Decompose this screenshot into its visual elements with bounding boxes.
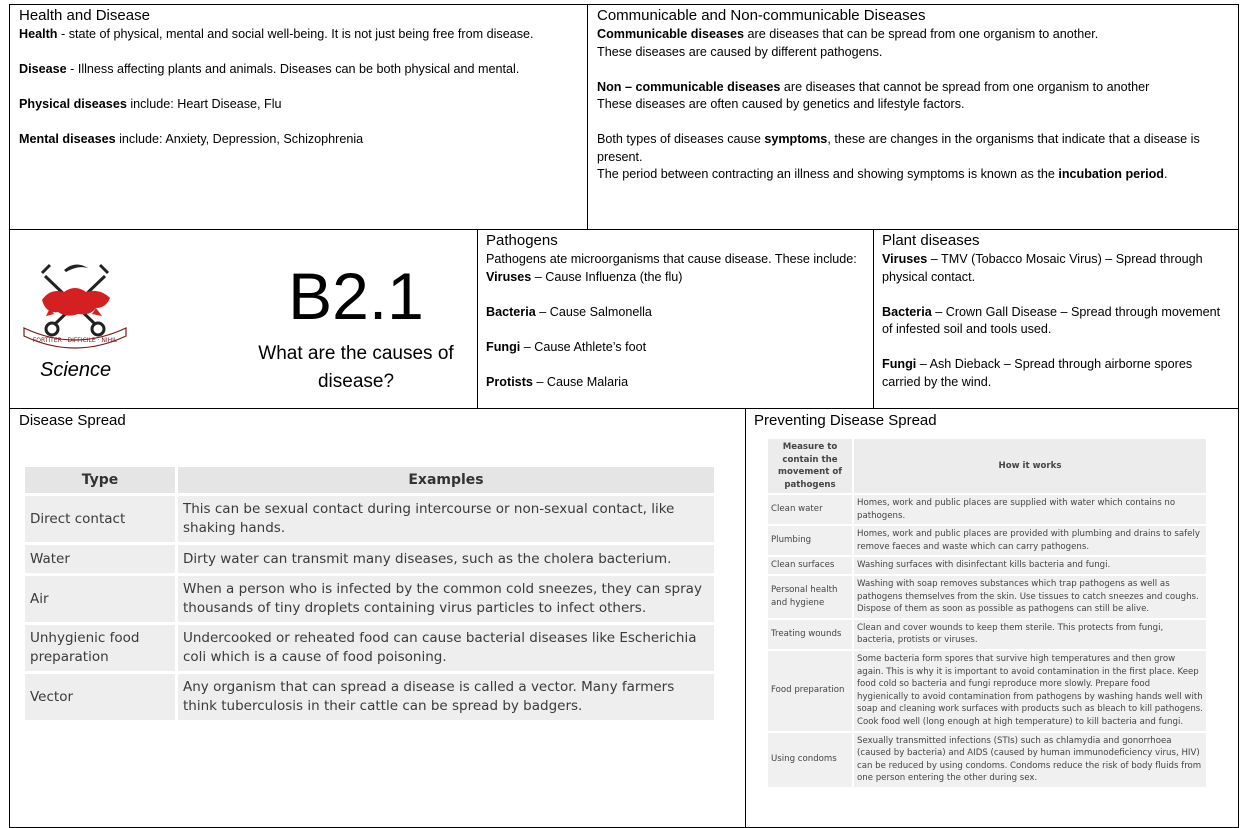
plant-disease-item: Fungi – Ash Dieback – Spread through airborne spores carried by the wind. — [882, 357, 1193, 389]
table-row — [768, 576, 1206, 618]
section-title: Pathogens — [486, 232, 558, 249]
section-title: Disease Spread — [19, 412, 126, 429]
plant-disease-item: Bacteria – Crown Gall Disease – Spread through movement of infested soil and tools used. — [882, 304, 1221, 336]
disease-definition: Disease - Illness affecting plants and animals. Diseases can be both physical and mental. — [19, 62, 520, 76]
table-row — [768, 651, 1206, 731]
plant-disease-item: Viruses – TMV (Tobacco Mosaic Virus) – Spread through physical contact. — [882, 252, 1203, 284]
preventing-spread-table — [768, 437, 1206, 789]
row-divider-1 — [9, 229, 1239, 230]
how-cell: Some bacteria form spores that survive high temperatures and then grow again. This is why it is important to avoid contamination in the first place. Keep food cold so bacteria and fungi reproduce more slowly. Prepare food hygienically to avoid contamination from pathogens by washing hands well with soap and cleaning work surfaces with products such as bleach to kill pathogens. Cook food well (long enough at high temperature) to kill bacteria and fungi. — [854, 651, 1206, 731]
physical-diseases: Physical diseases include: Heart Disease, Flu — [19, 97, 282, 111]
how-cell: Homes, work and public places are provided with plumbing and drains to safely remove faeces and waste which can carry pathogens. — [854, 526, 1206, 555]
column-header: Examples — [178, 467, 714, 493]
unit-code: B2.1 — [288, 259, 424, 333]
table-header-row — [768, 439, 1206, 493]
how-cell: Washing surfaces with disinfectant kills bacteria and fungi. — [854, 557, 1206, 574]
table-row — [25, 576, 714, 622]
outer-border-left — [9, 4, 10, 828]
type-cell: Direct contact — [25, 496, 178, 542]
outer-border-right — [1238, 4, 1239, 828]
pathogen-item: Bacteria – Cause Salmonella — [486, 304, 652, 319]
column-header: Type — [25, 467, 178, 493]
type-cell: Water — [25, 545, 178, 573]
type-cell: Air — [25, 576, 178, 622]
health-disease-section — [19, 7, 579, 149]
section-title: Health and Disease — [19, 7, 150, 24]
table-row — [768, 557, 1206, 574]
table-row — [25, 496, 714, 542]
measure-cell: Plumbing — [768, 526, 854, 555]
column-header: Measure to contain the movement of pathogens — [768, 439, 854, 493]
col-divider-top — [587, 4, 588, 229]
symptoms-text: Both types of diseases cause symptoms, these are changes in the organisms that indicate that a disease is present. — [597, 132, 1200, 164]
type-cell: Unhygienic food preparation — [25, 625, 178, 671]
mental-diseases: Mental diseases include: Anxiety, Depression, Schizophrenia — [19, 132, 364, 146]
col-divider-bottom — [745, 408, 746, 828]
table-row — [25, 545, 714, 573]
table-row — [768, 733, 1206, 787]
non-communicable-definition: Non – communicable diseases are diseases that cannot be spread from one organism to another — [597, 79, 1150, 94]
table-header-row — [25, 467, 714, 493]
how-cell: Clean and cover wounds to keep them sterile. This protects from fungi, bacteria, protists or viruses. — [854, 620, 1206, 649]
subject-label: Science — [40, 359, 112, 381]
type-cell: Vector — [25, 674, 178, 720]
measure-cell: Treating wounds — [768, 620, 854, 649]
pathogen-item: Viruses – Cause Influenza (the flu) — [486, 269, 683, 284]
col-divider-mid-1 — [477, 229, 478, 408]
pathogens-intro: Pathogens ate microorganisms that cause disease. These include: — [486, 252, 857, 266]
table-row — [768, 495, 1206, 524]
communicable-cause: These diseases are caused by different pathogens. — [597, 44, 883, 59]
how-cell: Washing with soap removes substances which trap pathogens as well as pathogens themselves from the skin. Use tissues to catch sneezes and coughs. Dispose of them as soon as possible as pathogens can still be alive. — [854, 576, 1206, 618]
pathogens-section — [486, 232, 866, 391]
example-cell: Undercooked or reheated food can cause bacterial diseases like Escherichia coli which is a cause of food poisoning. — [178, 625, 714, 671]
outer-border-top — [9, 4, 1239, 5]
pathogen-item: Fungi – Cause Athlete’s foot — [486, 339, 647, 354]
school-crest — [20, 256, 130, 352]
measure-cell: Clean water — [768, 495, 854, 524]
how-cell: Sexually transmitted infections (STIs) such as chlamydia and gonorrhoea (caused by bacteria) and AIDS (caused by human immunodeficiency virus, HIV) can be reduced by using condoms. Condoms reduce the risk of body fluids from one person entering the other during sex. — [854, 733, 1206, 787]
disease-spread-table — [25, 464, 714, 723]
section-title: Preventing Disease Spread — [754, 412, 937, 429]
unit-question: What are the causes of disease? — [258, 343, 454, 392]
health-definition: Health - state of physical, mental and social well-being. It is not just being free from disease. — [19, 27, 534, 41]
measure-cell: Using condoms — [768, 733, 854, 787]
plant-diseases-section — [882, 232, 1232, 391]
section-title: Communicable and Non-communicable Diseases — [597, 7, 926, 24]
table-row — [768, 526, 1206, 555]
table-row — [25, 625, 714, 671]
example-cell: Any organism that can spread a disease is called a vector. Many farmers think tuberculosis in their cattle can be spread by badgers. — [178, 674, 714, 720]
column-header: How it works — [854, 439, 1206, 493]
non-communicable-cause: These diseases are often caused by genetics and lifestyle factors. — [597, 97, 965, 111]
communicable-definition: Communicable diseases are diseases that can be spread from one organism to another. — [597, 27, 1099, 41]
table-row — [768, 620, 1206, 649]
section-title: Plant diseases — [882, 232, 980, 249]
how-cell: Homes, work and public places are supplied with water which contains no pathogens. — [854, 495, 1206, 524]
communicable-section — [597, 7, 1227, 184]
row-divider-2 — [9, 408, 1239, 409]
preventing-spread-title — [754, 412, 937, 431]
example-cell: Dirty water can transmit many diseases, such as the cholera bacterium. — [178, 545, 714, 573]
table-row — [25, 674, 714, 720]
pathogen-item: Protists – Cause Malaria — [486, 374, 629, 389]
incubation-text: The period between contracting an illness and showing symptoms is known as the incubation period. — [597, 167, 1168, 181]
example-cell: This can be sexual contact during intercourse or non-sexual contact, like shaking hands. — [178, 496, 714, 542]
col-divider-mid-2 — [873, 229, 874, 408]
measure-cell: Personal health and hygiene — [768, 576, 854, 618]
example-cell: When a person who is infected by the common cold sneezes, they can spray thousands of tiny droplets containing virus particles to infect others. — [178, 576, 714, 622]
measure-cell: Food preparation — [768, 651, 854, 731]
disease-spread-title — [19, 412, 126, 431]
measure-cell: Clean surfaces — [768, 557, 854, 574]
crest-motto: FORTITER · DIFFICILE · NIHIL — [32, 337, 118, 344]
